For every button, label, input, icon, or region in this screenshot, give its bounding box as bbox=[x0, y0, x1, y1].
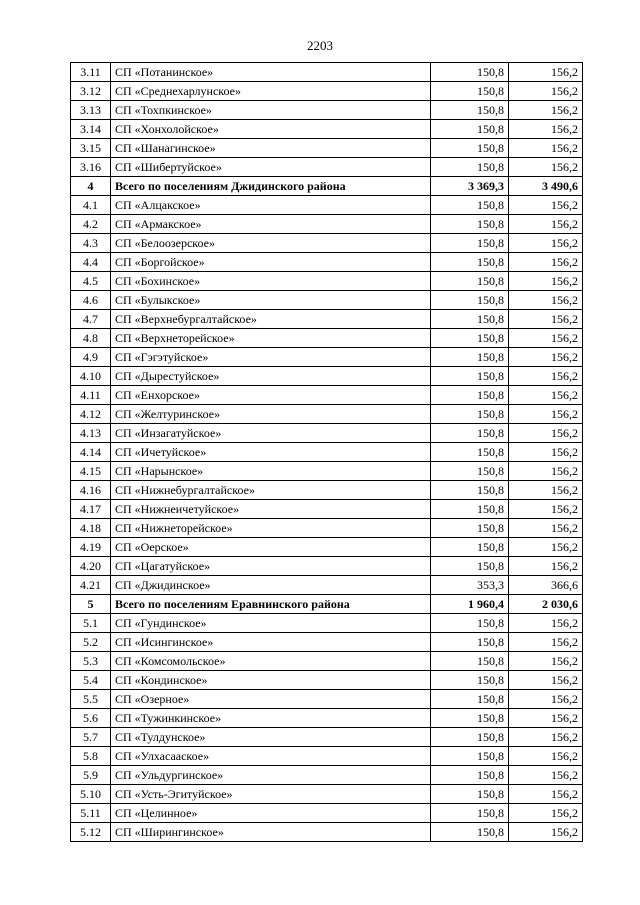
value-cell-1: 150,8 bbox=[431, 405, 509, 424]
value-cell-2: 156,2 bbox=[509, 139, 583, 158]
table-row bbox=[71, 576, 583, 595]
settlement-name-cell: СП «Комсомольское» bbox=[111, 652, 431, 671]
value-cell-2: 156,2 bbox=[509, 519, 583, 538]
settlement-name-cell: СП «Боргойское» bbox=[111, 253, 431, 272]
value-cell-2: 156,2 bbox=[509, 785, 583, 804]
table-row bbox=[71, 310, 583, 329]
settlement-name-cell: СП «Желтуринское» bbox=[111, 405, 431, 424]
value-cell-2: 156,2 bbox=[509, 614, 583, 633]
value-cell-1: 150,8 bbox=[431, 671, 509, 690]
row-number-cell: 3.12 bbox=[71, 82, 111, 101]
value-cell-1: 150,8 bbox=[431, 215, 509, 234]
table-row bbox=[71, 690, 583, 709]
table-row bbox=[71, 139, 583, 158]
row-number-cell: 4.6 bbox=[71, 291, 111, 310]
value-cell-2: 156,2 bbox=[509, 101, 583, 120]
value-cell-1: 150,8 bbox=[431, 538, 509, 557]
row-number-cell: 4.18 bbox=[71, 519, 111, 538]
value-cell-1: 150,8 bbox=[431, 823, 509, 842]
settlement-name-cell: СП «Цагатуйское» bbox=[111, 557, 431, 576]
row-number-cell: 5 bbox=[71, 595, 111, 614]
value-cell-1: 150,8 bbox=[431, 329, 509, 348]
value-cell-1: 150,8 bbox=[431, 747, 509, 766]
value-cell-1: 150,8 bbox=[431, 633, 509, 652]
value-cell-1: 1 960,4 bbox=[431, 595, 509, 614]
settlement-name-cell: СП «Булыкское» bbox=[111, 291, 431, 310]
value-cell-2: 156,2 bbox=[509, 234, 583, 253]
value-cell-2: 156,2 bbox=[509, 424, 583, 443]
table-body bbox=[71, 63, 583, 842]
value-cell-1: 150,8 bbox=[431, 462, 509, 481]
settlement-name-cell: СП «Потанинское» bbox=[111, 63, 431, 82]
row-number-cell: 4.7 bbox=[71, 310, 111, 329]
value-cell-2: 2 030,6 bbox=[509, 595, 583, 614]
settlement-name-cell: СП «Верхнеторейское» bbox=[111, 329, 431, 348]
value-cell-2: 366,6 bbox=[509, 576, 583, 595]
row-number-cell: 5.8 bbox=[71, 747, 111, 766]
table-row bbox=[71, 196, 583, 215]
row-number-cell: 4.21 bbox=[71, 576, 111, 595]
table-row bbox=[71, 519, 583, 538]
table-row bbox=[71, 234, 583, 253]
value-cell-2: 156,2 bbox=[509, 690, 583, 709]
table-row bbox=[71, 63, 583, 82]
table-row bbox=[71, 215, 583, 234]
row-number-cell: 3.14 bbox=[71, 120, 111, 139]
row-number-cell: 3.15 bbox=[71, 139, 111, 158]
value-cell-2: 156,2 bbox=[509, 272, 583, 291]
row-number-cell: 4.19 bbox=[71, 538, 111, 557]
value-cell-2: 156,2 bbox=[509, 196, 583, 215]
value-cell-1: 150,8 bbox=[431, 367, 509, 386]
row-number-cell: 3.11 bbox=[71, 63, 111, 82]
settlement-name-cell: СП «Белоозерское» bbox=[111, 234, 431, 253]
settlement-name-cell: СП «Нижнеичетуйское» bbox=[111, 500, 431, 519]
value-cell-1: 150,8 bbox=[431, 557, 509, 576]
row-number-cell: 5.10 bbox=[71, 785, 111, 804]
table-row bbox=[71, 462, 583, 481]
row-number-cell: 5.11 bbox=[71, 804, 111, 823]
value-cell-1: 150,8 bbox=[431, 519, 509, 538]
settlement-name-cell: СП «Шанагинское» bbox=[111, 139, 431, 158]
settlement-name-cell: СП «Дырестуйское» bbox=[111, 367, 431, 386]
value-cell-2: 156,2 bbox=[509, 633, 583, 652]
settlement-name-cell: СП «Среднехарлунское» bbox=[111, 82, 431, 101]
settlement-name-cell: СП «Нижнебургалтайское» bbox=[111, 481, 431, 500]
settlement-name-cell: СП «Бохинское» bbox=[111, 272, 431, 291]
table-row bbox=[71, 633, 583, 652]
row-number-cell: 4.8 bbox=[71, 329, 111, 348]
table-row bbox=[71, 652, 583, 671]
settlement-name-cell: СП «Гэгэтуйское» bbox=[111, 348, 431, 367]
settlement-name-cell: СП «Кондинское» bbox=[111, 671, 431, 690]
value-cell-1: 150,8 bbox=[431, 63, 509, 82]
row-number-cell: 4.4 bbox=[71, 253, 111, 272]
settlement-name-cell: СП «Ульдургинское» bbox=[111, 766, 431, 785]
value-cell-1: 150,8 bbox=[431, 291, 509, 310]
settlement-name-cell: СП «Алцакское» bbox=[111, 196, 431, 215]
value-cell-1: 150,8 bbox=[431, 481, 509, 500]
table-row bbox=[71, 728, 583, 747]
row-number-cell: 4.9 bbox=[71, 348, 111, 367]
row-number-cell: 5.9 bbox=[71, 766, 111, 785]
settlement-name-cell: СП «Нарынское» bbox=[111, 462, 431, 481]
value-cell-1: 150,8 bbox=[431, 614, 509, 633]
value-cell-2: 156,2 bbox=[509, 291, 583, 310]
value-cell-2: 156,2 bbox=[509, 557, 583, 576]
value-cell-1: 150,8 bbox=[431, 709, 509, 728]
row-number-cell: 4.13 bbox=[71, 424, 111, 443]
row-number-cell: 5.12 bbox=[71, 823, 111, 842]
value-cell-1: 150,8 bbox=[431, 139, 509, 158]
value-cell-1: 150,8 bbox=[431, 120, 509, 139]
table-row bbox=[71, 291, 583, 310]
value-cell-1: 150,8 bbox=[431, 386, 509, 405]
settlement-name-cell: Всего по поселениям Еравнинского района bbox=[111, 595, 431, 614]
table-row bbox=[71, 329, 583, 348]
value-cell-2: 156,2 bbox=[509, 405, 583, 424]
table-row bbox=[71, 785, 583, 804]
row-number-cell: 3.13 bbox=[71, 101, 111, 120]
table-total-row bbox=[71, 177, 583, 196]
row-number-cell: 4.1 bbox=[71, 196, 111, 215]
value-cell-2: 156,2 bbox=[509, 671, 583, 690]
settlement-name-cell: СП «Озерное» bbox=[111, 690, 431, 709]
value-cell-1: 150,8 bbox=[431, 310, 509, 329]
table-row bbox=[71, 367, 583, 386]
value-cell-1: 150,8 bbox=[431, 443, 509, 462]
settlement-name-cell: СП «Ичетуйское» bbox=[111, 443, 431, 462]
row-number-cell: 4.3 bbox=[71, 234, 111, 253]
row-number-cell: 4.20 bbox=[71, 557, 111, 576]
table-row bbox=[71, 386, 583, 405]
value-cell-2: 156,2 bbox=[509, 253, 583, 272]
value-cell-2: 156,2 bbox=[509, 500, 583, 519]
table-row bbox=[71, 443, 583, 462]
value-cell-2: 156,2 bbox=[509, 82, 583, 101]
table-row bbox=[71, 671, 583, 690]
settlement-name-cell: СП «Армакское» bbox=[111, 215, 431, 234]
settlement-name-cell: СП «Джидинское» bbox=[111, 576, 431, 595]
value-cell-2: 156,2 bbox=[509, 310, 583, 329]
table-row bbox=[71, 747, 583, 766]
row-number-cell: 5.7 bbox=[71, 728, 111, 747]
value-cell-1: 150,8 bbox=[431, 272, 509, 291]
value-cell-1: 150,8 bbox=[431, 728, 509, 747]
value-cell-2: 156,2 bbox=[509, 766, 583, 785]
table-row bbox=[71, 82, 583, 101]
settlement-name-cell: СП «Инзагатуйское» bbox=[111, 424, 431, 443]
row-number-cell: 5.2 bbox=[71, 633, 111, 652]
table-row bbox=[71, 101, 583, 120]
table-row bbox=[71, 614, 583, 633]
settlement-name-cell: СП «Усть-Эгитуйское» bbox=[111, 785, 431, 804]
value-cell-2: 156,2 bbox=[509, 348, 583, 367]
row-number-cell: 4.16 bbox=[71, 481, 111, 500]
row-number-cell: 4.15 bbox=[71, 462, 111, 481]
table-row bbox=[71, 823, 583, 842]
table-row bbox=[71, 709, 583, 728]
table-row bbox=[71, 557, 583, 576]
value-cell-1: 353,3 bbox=[431, 576, 509, 595]
row-number-cell: 4.2 bbox=[71, 215, 111, 234]
value-cell-2: 156,2 bbox=[509, 652, 583, 671]
row-number-cell: 3.16 bbox=[71, 158, 111, 177]
row-number-cell: 4.5 bbox=[71, 272, 111, 291]
value-cell-2: 156,2 bbox=[509, 120, 583, 139]
settlement-name-cell: СП «Нижнеторейское» bbox=[111, 519, 431, 538]
row-number-cell: 5.1 bbox=[71, 614, 111, 633]
value-cell-2: 156,2 bbox=[509, 63, 583, 82]
row-number-cell: 5.4 bbox=[71, 671, 111, 690]
row-number-cell: 4.17 bbox=[71, 500, 111, 519]
settlement-name-cell: СП «Тулдунское» bbox=[111, 728, 431, 747]
value-cell-2: 156,2 bbox=[509, 462, 583, 481]
row-number-cell: 4 bbox=[71, 177, 111, 196]
value-cell-2: 156,2 bbox=[509, 386, 583, 405]
value-cell-1: 150,8 bbox=[431, 82, 509, 101]
page-number: 2203 bbox=[307, 38, 333, 53]
table-row bbox=[71, 158, 583, 177]
row-number-cell: 5.3 bbox=[71, 652, 111, 671]
value-cell-2: 156,2 bbox=[509, 329, 583, 348]
value-cell-2: 3 490,6 bbox=[509, 177, 583, 196]
settlement-name-cell: СП «Тохпкинское» bbox=[111, 101, 431, 120]
row-number-cell: 5.5 bbox=[71, 690, 111, 709]
table-row bbox=[71, 348, 583, 367]
value-cell-2: 156,2 bbox=[509, 538, 583, 557]
value-cell-2: 156,2 bbox=[509, 804, 583, 823]
row-number-cell: 5.6 bbox=[71, 709, 111, 728]
value-cell-1: 150,8 bbox=[431, 101, 509, 120]
value-cell-1: 150,8 bbox=[431, 785, 509, 804]
settlements-table bbox=[70, 62, 583, 842]
table-row bbox=[71, 766, 583, 785]
value-cell-1: 150,8 bbox=[431, 253, 509, 272]
value-cell-1: 150,8 bbox=[431, 652, 509, 671]
settlement-name-cell: СП «Шибертуйское» bbox=[111, 158, 431, 177]
table-row bbox=[71, 804, 583, 823]
value-cell-1: 150,8 bbox=[431, 196, 509, 215]
table-row bbox=[71, 500, 583, 519]
settlement-name-cell: Всего по поселениям Джидинского района bbox=[111, 177, 431, 196]
settlement-name-cell: СП «Гундинское» bbox=[111, 614, 431, 633]
table-row bbox=[71, 424, 583, 443]
table-row bbox=[71, 272, 583, 291]
table-row bbox=[71, 405, 583, 424]
table-row bbox=[71, 253, 583, 272]
value-cell-1: 150,8 bbox=[431, 500, 509, 519]
table-row bbox=[71, 538, 583, 557]
settlement-name-cell: СП «Улхасаaское» bbox=[111, 747, 431, 766]
settlement-name-cell: СП «Верхнебургалтайское» bbox=[111, 310, 431, 329]
value-cell-1: 150,8 bbox=[431, 348, 509, 367]
value-cell-1: 150,8 bbox=[431, 804, 509, 823]
value-cell-2: 156,2 bbox=[509, 215, 583, 234]
row-number-cell: 4.10 bbox=[71, 367, 111, 386]
settlement-name-cell: СП «Целинное» bbox=[111, 804, 431, 823]
settlement-name-cell: СП «Тужинкинское» bbox=[111, 709, 431, 728]
settlement-name-cell: СП «Оерское» bbox=[111, 538, 431, 557]
value-cell-2: 156,2 bbox=[509, 747, 583, 766]
settlement-name-cell: СП «Исингинское» bbox=[111, 633, 431, 652]
table-row bbox=[71, 120, 583, 139]
value-cell-2: 156,2 bbox=[509, 443, 583, 462]
row-number-cell: 4.11 bbox=[71, 386, 111, 405]
value-cell-1: 150,8 bbox=[431, 766, 509, 785]
row-number-cell: 4.12 bbox=[71, 405, 111, 424]
table-row bbox=[71, 481, 583, 500]
value-cell-2: 156,2 bbox=[509, 481, 583, 500]
value-cell-1: 150,8 bbox=[431, 234, 509, 253]
settlement-name-cell: СП «Ширингинское» bbox=[111, 823, 431, 842]
value-cell-2: 156,2 bbox=[509, 823, 583, 842]
value-cell-1: 150,8 bbox=[431, 690, 509, 709]
value-cell-2: 156,2 bbox=[509, 158, 583, 177]
value-cell-2: 156,2 bbox=[509, 709, 583, 728]
value-cell-2: 156,2 bbox=[509, 367, 583, 386]
value-cell-2: 156,2 bbox=[509, 728, 583, 747]
row-number-cell: 4.14 bbox=[71, 443, 111, 462]
settlement-name-cell: СП «Енхорское» bbox=[111, 386, 431, 405]
table-total-row bbox=[71, 595, 583, 614]
settlement-name-cell: СП «Хонхолойское» bbox=[111, 120, 431, 139]
value-cell-1: 3 369,3 bbox=[431, 177, 509, 196]
value-cell-1: 150,8 bbox=[431, 424, 509, 443]
value-cell-1: 150,8 bbox=[431, 158, 509, 177]
